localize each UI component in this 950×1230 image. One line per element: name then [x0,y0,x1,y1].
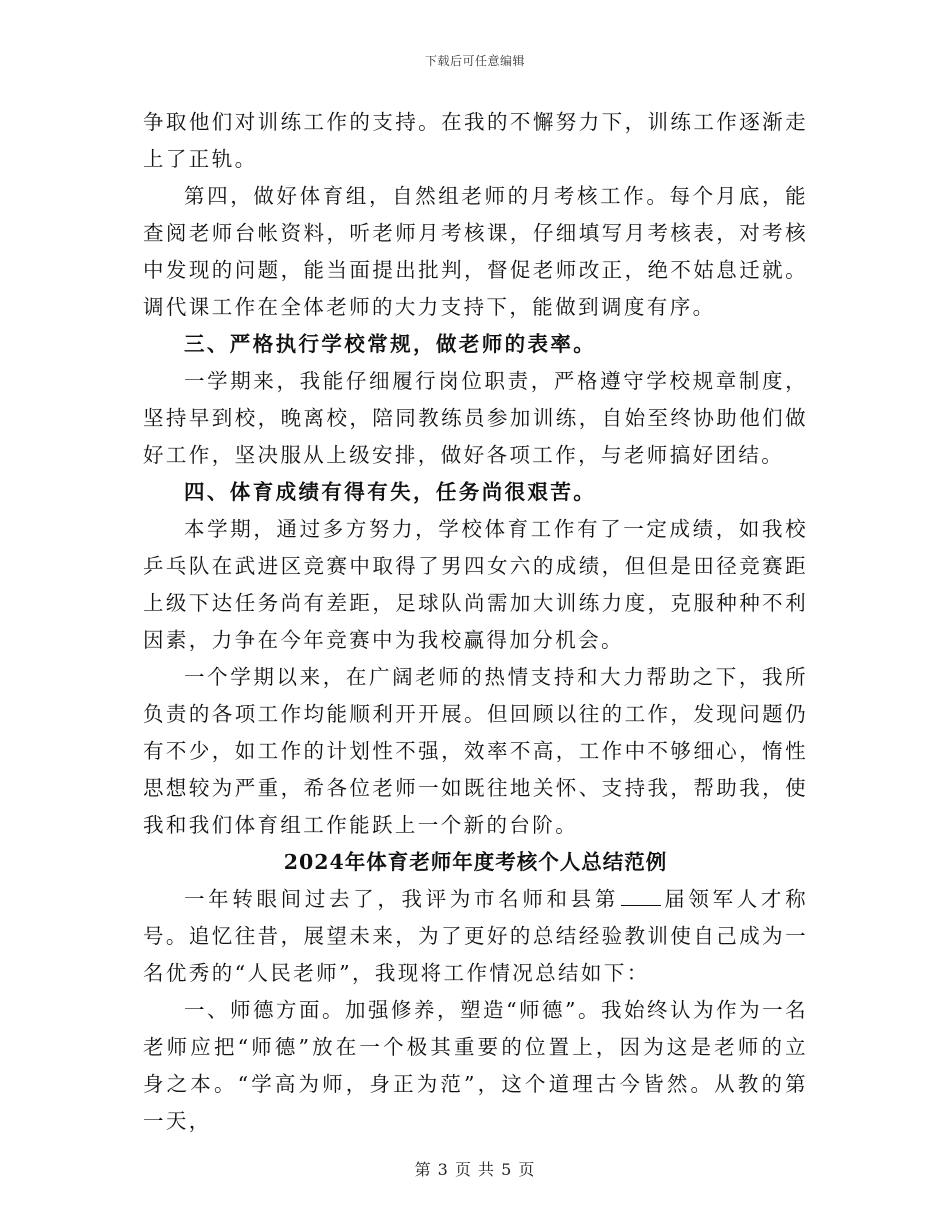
paragraph-intro [143,881,808,992]
intro-text-after-blank: 届领军人才称号。追忆往昔，展望未来，为了更好的总结经验教训使自己成为一名优秀的“人民老师”，我现将工作情况总结如下： [143,887,808,985]
section-heading-3: 三、严格执行学校常规，做老师的表率。 [184,332,597,356]
page-header: 下载后可任意编辑 [424,54,525,68]
document-body [143,104,808,1140]
paragraph-sports-results: 本学期，通过多方努力，学校体育工作有了一定成绩，如我校乒乓队在武进区竞赛中取得了男四女六的成绩，但但是田径竞赛距上级下达任务尚有差距，足球队尚需加大训练力度，克服种种不利因素，力争在今年竞赛中为我校赢得加分机会。 [143,517,808,652]
paragraph-teacher-ethics: 一、师德方面。加强修养，塑造“师德”。我始终认为作为一名老师应把“师德”放在一个极其重要的位置上，因为这是老师的立身之本。“学高为师，身正为范”，这个道理古今皆然。从教的第一天， [143,998,808,1133]
paragraph-school-rules: 一学期来，我能仔细履行岗位职责，严格遵守学校规章制度，坚持早到校，晚离校，陪同教练员参加训练，自始至终协助他们做好工作，坚决服从上级安排，做好各项工作，与老师搞好团结。 [143,369,808,467]
paragraph-semester-review: 一个学期以来，在广阔老师的热情支持和大力帮助之下，我所负责的各项工作均能顺利开开展。但回顾以往的工作，发现问题仍有不少，如工作的计划性不强，效率不高，工作中不够细心，惰性思想较为严重，希各位老师一如既往地关怀、支持我，帮助我，使我和我们体育组工作能跃上一个新的台阶。 [143,665,808,837]
fill-in-blank [621,887,661,906]
document-title: 2024年体育老师年度考核个人总结范例 [283,850,668,874]
paragraph-continuation: 争取他们对训练工作的支持。在我的不懈努力下，训练工作逐渐走上了正轨。 [143,110,808,171]
page-footer: 第 3 页 共 5 页 [414,1160,536,1179]
section-heading-4: 四、体育成绩有得有失，任务尚很艰苦。 [184,480,597,504]
paragraph-monthly-assessment: 第四，做好体育组，自然组老师的月考核工作。每个月底，能查阅老师台帐资料，听老师月考核课，仔细填写月考核表，对考核中发现的问题，能当面提出批判，督促老师改正，绝不姑息迁就。调代课工作在全体老师的大力支持下，能做到调度有序。 [143,184,808,319]
intro-text-before-blank: 一年转眼间过去了，我评为市名师和县第 [184,887,619,911]
